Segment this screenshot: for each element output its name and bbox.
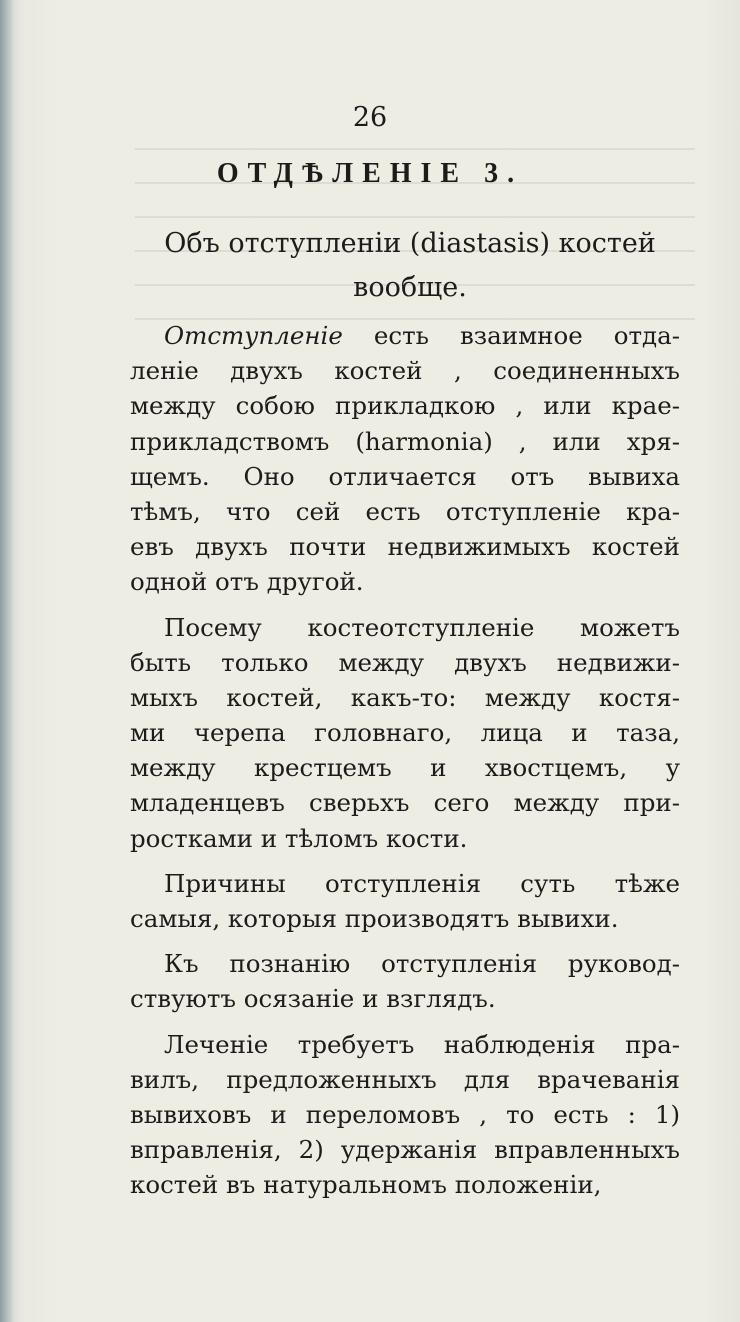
text-line: евъ двухъ почти недвижимыхъ костей bbox=[130, 532, 680, 562]
text-line: одной отъ другой. bbox=[130, 567, 364, 597]
text-line: Посему костеотступленіе можетъ bbox=[164, 612, 680, 642]
paragraph-gap bbox=[130, 936, 680, 946]
text-line: ствуютъ осязаніе и взглядъ. bbox=[130, 984, 496, 1014]
text-line: самыя, которыя производятъ вывихи. bbox=[130, 904, 619, 933]
text-line: мыхъ костей, какъ-то: между костя- bbox=[130, 682, 680, 712]
paragraph bbox=[130, 866, 680, 936]
text-line bbox=[130, 318, 680, 353]
section-subtitle bbox=[125, 222, 695, 310]
text-line: вправленія, 2) удержанія вправленныхъ bbox=[130, 1135, 680, 1165]
paragraph bbox=[130, 318, 680, 600]
defined-term: Отступленіе bbox=[164, 321, 343, 350]
text-line: между крестцемъ и хвостцемъ, у bbox=[130, 753, 680, 783]
text-line: ми черепа головнаго, лица и таза, bbox=[130, 718, 680, 748]
section-title: ОТДѢЛЕНІЕ 3. bbox=[216, 158, 524, 189]
subtitle-line-2: вообще. bbox=[353, 272, 467, 303]
paragraph bbox=[130, 610, 680, 856]
text-line: Причины отступленія суть тѣже bbox=[164, 868, 680, 898]
page-number: 26 bbox=[352, 102, 388, 133]
text-line: Къ познанію отступленія руковод- bbox=[164, 949, 680, 979]
text-line: младенцевъ сверьхъ сего между при- bbox=[130, 788, 680, 818]
text-line: быть только между двухъ недвижи- bbox=[130, 647, 680, 677]
paragraph-gap bbox=[130, 600, 680, 610]
paragraph-gap bbox=[130, 856, 680, 866]
text-line: тѣмъ, что сей есть отступленіе кра- bbox=[130, 496, 680, 526]
book-spine-edge bbox=[0, 0, 14, 1322]
text-line-rest: есть взаимное отда- bbox=[342, 321, 680, 350]
paragraph bbox=[130, 946, 680, 1016]
text-line: вывиховъ и переломовъ , то есть : 1) bbox=[130, 1099, 680, 1129]
text-line: прикладствомъ (harmonia) , или хря- bbox=[130, 426, 680, 456]
text-line: щемъ. Оно отличается отъ вывиха bbox=[130, 461, 680, 491]
body-text bbox=[130, 318, 680, 1203]
paragraph-gap bbox=[130, 1017, 680, 1027]
text-line: Леченіе требуетъ наблюденія пра- bbox=[164, 1029, 680, 1059]
text-line: леніе двухъ костей , соединенныхъ bbox=[130, 356, 680, 386]
text-line: вилъ, предложенныхъ для врачеванія bbox=[130, 1064, 680, 1094]
text-line: между собою прикладкою , или крае- bbox=[130, 391, 680, 421]
subtitle-line-1: Объ отступленіи (diastasis) костей bbox=[164, 228, 656, 259]
paragraph bbox=[130, 1027, 680, 1203]
text-line: костей въ натуральномъ положеніи, bbox=[130, 1170, 602, 1200]
text-line: ростками и тѣломъ кости. bbox=[130, 823, 468, 853]
